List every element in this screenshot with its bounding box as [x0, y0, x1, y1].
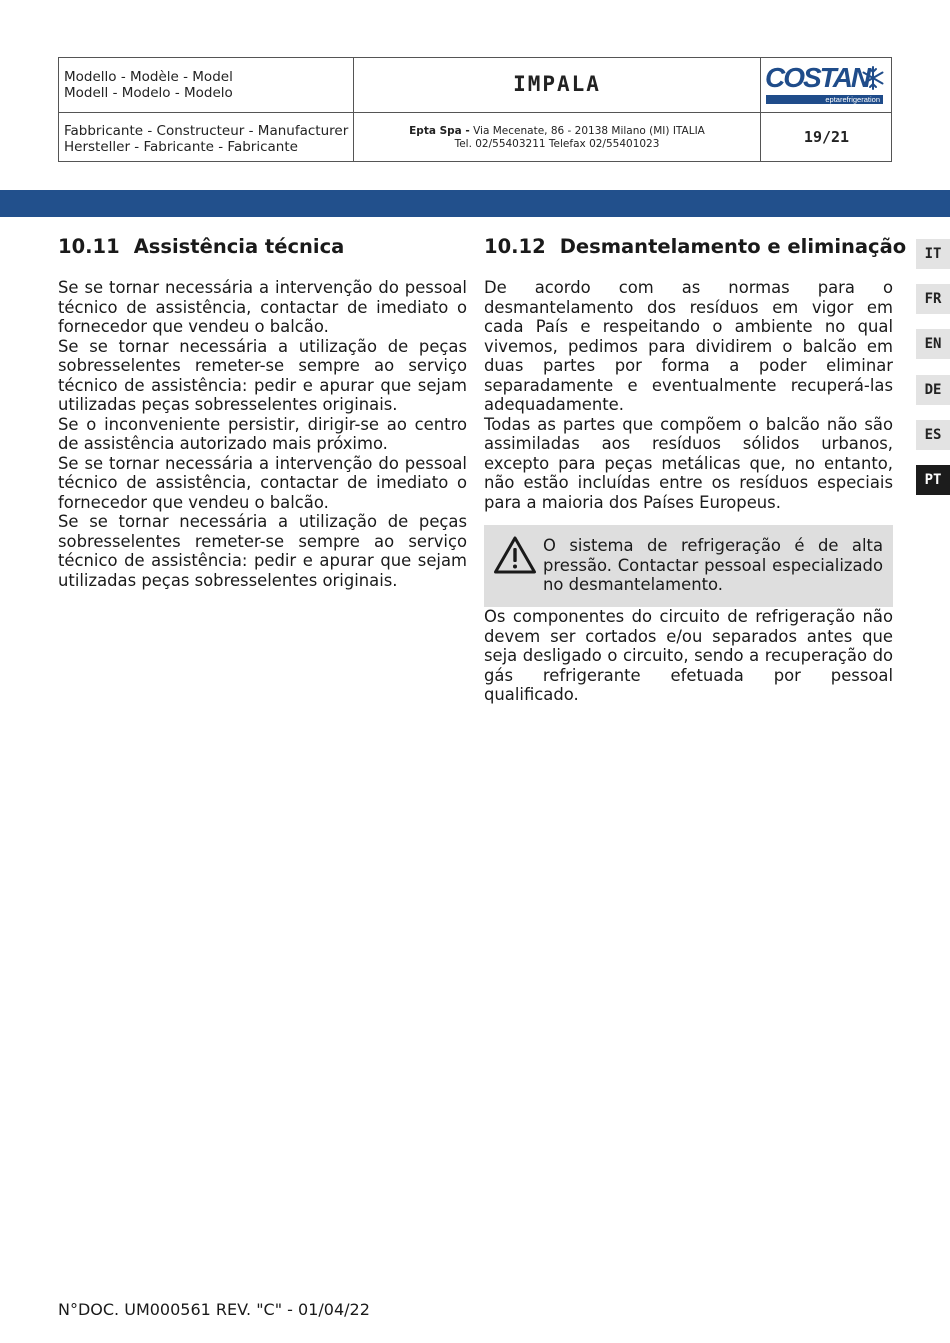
- warning-text: O sistema de refrigeração é de alta pressão. Contactar pessoal especializado no desmantelamento.: [543, 536, 883, 594]
- logo-subtext: eptarefrigeration: [766, 95, 883, 104]
- body-paragraph: Se se tornar necessária a utilização de peças sobresselentes remeter-se sempre ao serviço técnico de assistência: pedir e apurar que sejam utilizadas peças sobresselentes originais.: [58, 512, 467, 590]
- document-reference: N°DOC. UM000561 REV. "C" - 01/04/22: [58, 1300, 370, 1319]
- model-label: [59, 69, 353, 101]
- body-paragraph: Se se tornar necessária a intervenção do pessoal técnico de assistência, contactar de imediato o fornecedor que vendeu o balcão.: [58, 453, 467, 512]
- body-paragraph: Se se tornar necessária a utilização de peças sobresselentes remeter-se sempre ao serviço técnico de assistência: pedir e apurar que sejam utilizadas peças sobresselentes originais.: [58, 336, 467, 414]
- lang-tab-en[interactable]: EN: [916, 329, 950, 359]
- body-paragraph: Os componentes do circuito de refrigeração não devem ser cortados e/ou separados antes que seja desligado o circuito, sendo a recuperação do gás refrigerante efetuada por pessoal qualificado.: [484, 607, 893, 704]
- manufacturer-label-line: Hersteller - Fabricante - Fabricante: [64, 139, 298, 155]
- lang-tab-pt[interactable]: PT: [916, 465, 950, 495]
- manufacturer-label-line: Fabbricante - Constructeur - Manufacturer: [64, 123, 349, 139]
- section-number: 10.12: [484, 235, 546, 258]
- phone-fax: Tel. 02/55403211 Telefax 02/55401023: [454, 138, 660, 150]
- section-title: Desmantelamento e eliminação: [559, 235, 907, 258]
- manufacturer-label: [59, 123, 353, 155]
- model-name: IMPALA: [513, 72, 601, 96]
- body-paragraph: Se o inconveniente persistir, dirigir-se ao centro de assistência autorizado mais próximo.: [58, 414, 467, 453]
- warning-box: [484, 525, 893, 607]
- lang-tab-es[interactable]: ES: [916, 420, 950, 450]
- logo-mark: [765, 64, 885, 106]
- model-label-line: Modello - Modèle - Model: [64, 69, 233, 85]
- lang-tab-de[interactable]: DE: [916, 375, 950, 405]
- manufacturer-address: [354, 125, 760, 151]
- section-title: Assistência técnica: [133, 235, 345, 258]
- body-paragraph: Todas as partes que compõem o balcão não são assimiladas aos resíduos sólidos urbanos, excepto para peças metálicas que, no entanto, não estão incluídas entre os resíduos especiais para a maioria dos Países Europeus.: [484, 414, 893, 512]
- body-paragraph: De acordo com as normas para o desmantelamento dos resíduos em vigor em cada País e respeitando o ambiente no qual vivemos, pedimos para dividirem o balcão em duas partes por forma a poder eliminar separadamente e eventualmente recuperá-las adequadamente.: [484, 278, 893, 414]
- lang-tab-it[interactable]: IT: [916, 239, 950, 269]
- header-divider: [59, 112, 891, 113]
- section-dismantling: [484, 235, 907, 705]
- street-address: Via Mecenate, 86 - 20138 Milano (MI) ITALIA: [473, 125, 705, 137]
- company-name: Epta Spa -: [409, 125, 470, 137]
- section-number: 10.11: [58, 235, 120, 258]
- section-technical-assistance: [58, 235, 467, 590]
- address-line: [354, 125, 760, 138]
- document-header: [58, 57, 892, 162]
- section-heading: [484, 235, 907, 259]
- lang-tab-fr[interactable]: FR: [916, 284, 950, 314]
- page-number: 19/21: [803, 128, 850, 146]
- body-paragraph: Se se tornar necessária a intervenção do pessoal técnico de assistência, contactar de imediato o fornecedor que vendeu o balcão.: [58, 278, 467, 336]
- snowflake-icon: [862, 66, 884, 90]
- header-band: [0, 190, 950, 217]
- model-label-line: Modell - Modelo - Modelo: [64, 85, 233, 101]
- warning-triangle-icon: [493, 535, 537, 575]
- section-heading: [58, 235, 467, 259]
- logo-text: COSTAN: [765, 62, 870, 93]
- brand-logo: [761, 58, 892, 112]
